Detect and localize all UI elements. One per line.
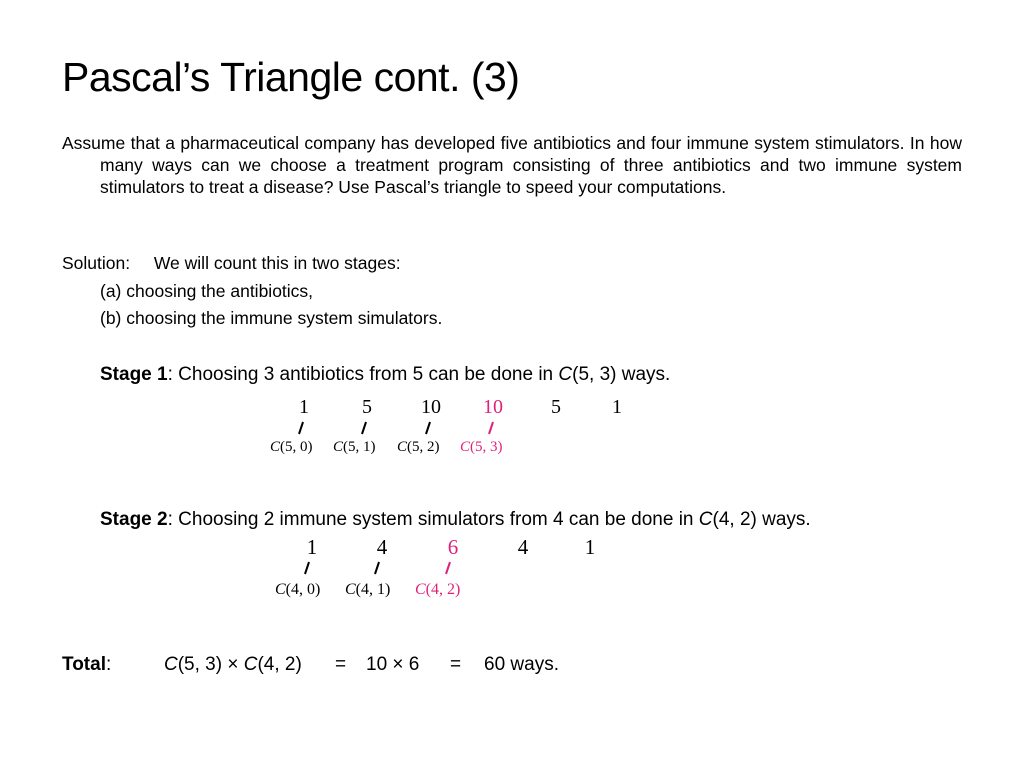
label-args: (5, 3) <box>470 439 503 455</box>
stage2-desc: : Choosing 2 immune system simulators from 4 can be done in <box>167 509 699 530</box>
total-c1: C <box>164 654 178 675</box>
row5-value-highlight: 10 <box>483 396 503 418</box>
solution-intro: We will count this in two stages: <box>153 253 401 273</box>
row4-label-highlight <box>415 581 460 599</box>
row5-value: 5 <box>362 396 372 418</box>
row5-label <box>333 439 376 456</box>
label-args: (5, 2) <box>407 439 440 455</box>
label-args: (4, 0) <box>285 581 321 598</box>
stage1-label: Stage 1 <box>100 364 168 385</box>
total-c2: C <box>243 654 258 675</box>
row4-value: 1 <box>584 535 596 559</box>
stage2-text <box>100 508 811 532</box>
row4-label <box>345 581 390 599</box>
label-c: C <box>275 581 286 598</box>
row5-label-highlight <box>460 439 503 456</box>
label-args: (4, 1) <box>355 581 391 598</box>
label-args: (5, 1) <box>343 439 376 455</box>
label-args: (5, 0) <box>280 439 313 455</box>
row5-value: 1 <box>612 396 622 418</box>
row4-value: 4 <box>517 535 529 559</box>
total-label: Total <box>62 654 106 675</box>
label-c: C <box>333 439 344 455</box>
label-c: C <box>345 581 356 598</box>
row4-value: 4 <box>376 535 388 559</box>
step-b: (b) choosing the immune system simulators. <box>100 308 443 328</box>
row4-slashes <box>273 560 603 576</box>
label-c: C <box>415 581 426 598</box>
slide-title: Pascal’s Triangle cont. (3) <box>62 54 520 100</box>
row5-label <box>397 439 440 456</box>
step-a: (a) choosing the antibiotics, <box>100 281 314 301</box>
row5-value: 1 <box>299 396 309 418</box>
row4-value-highlight: 6 <box>447 535 459 559</box>
label-c: C <box>270 439 281 455</box>
total-expression <box>164 653 302 677</box>
stage2-args: (4, 2) ways. <box>712 509 811 530</box>
total-a1: (5, 3) × <box>177 654 244 675</box>
stage1-c: C <box>558 364 573 385</box>
stage1-text <box>100 363 670 387</box>
stage2-c: C <box>698 509 713 530</box>
row5-slashes <box>270 420 630 436</box>
stage2-label: Stage 2 <box>100 509 168 530</box>
solution-label: Solution: <box>62 253 131 273</box>
pascal-row-5 <box>270 396 630 460</box>
total-result: 60 ways. <box>484 654 559 675</box>
label-c: C <box>460 439 471 455</box>
total-label-group <box>62 653 111 677</box>
total-colon: : <box>105 654 112 675</box>
problem-statement: Assume that a pharmaceutical company has developed five antibiotics and four immune system stimulators. In how many ways can we choose a treatment program consisting of three antibiotics and two immune system stimulators to treat a disease? Use Pascal’s triangle to speed your computations. <box>62 133 962 197</box>
total-eq1: = <box>335 654 347 675</box>
stage1-desc: : Choosing 3 antibiotics from 5 can be done in <box>167 364 559 385</box>
label-args: (4, 2) <box>425 581 461 598</box>
row4-label <box>275 581 320 599</box>
label-c: C <box>397 439 408 455</box>
row4-value: 1 <box>306 535 318 559</box>
total-eq2: = <box>450 654 462 675</box>
stage1-args: (5, 3) ways. <box>572 364 671 385</box>
row5-value: 10 <box>421 396 441 418</box>
total-product: 10 × 6 <box>366 654 420 675</box>
row5-label <box>270 439 313 456</box>
row5-value: 5 <box>551 396 561 418</box>
pascal-row-4 <box>273 535 603 601</box>
total-a2: (4, 2) <box>257 654 302 675</box>
solution-line <box>62 252 401 274</box>
